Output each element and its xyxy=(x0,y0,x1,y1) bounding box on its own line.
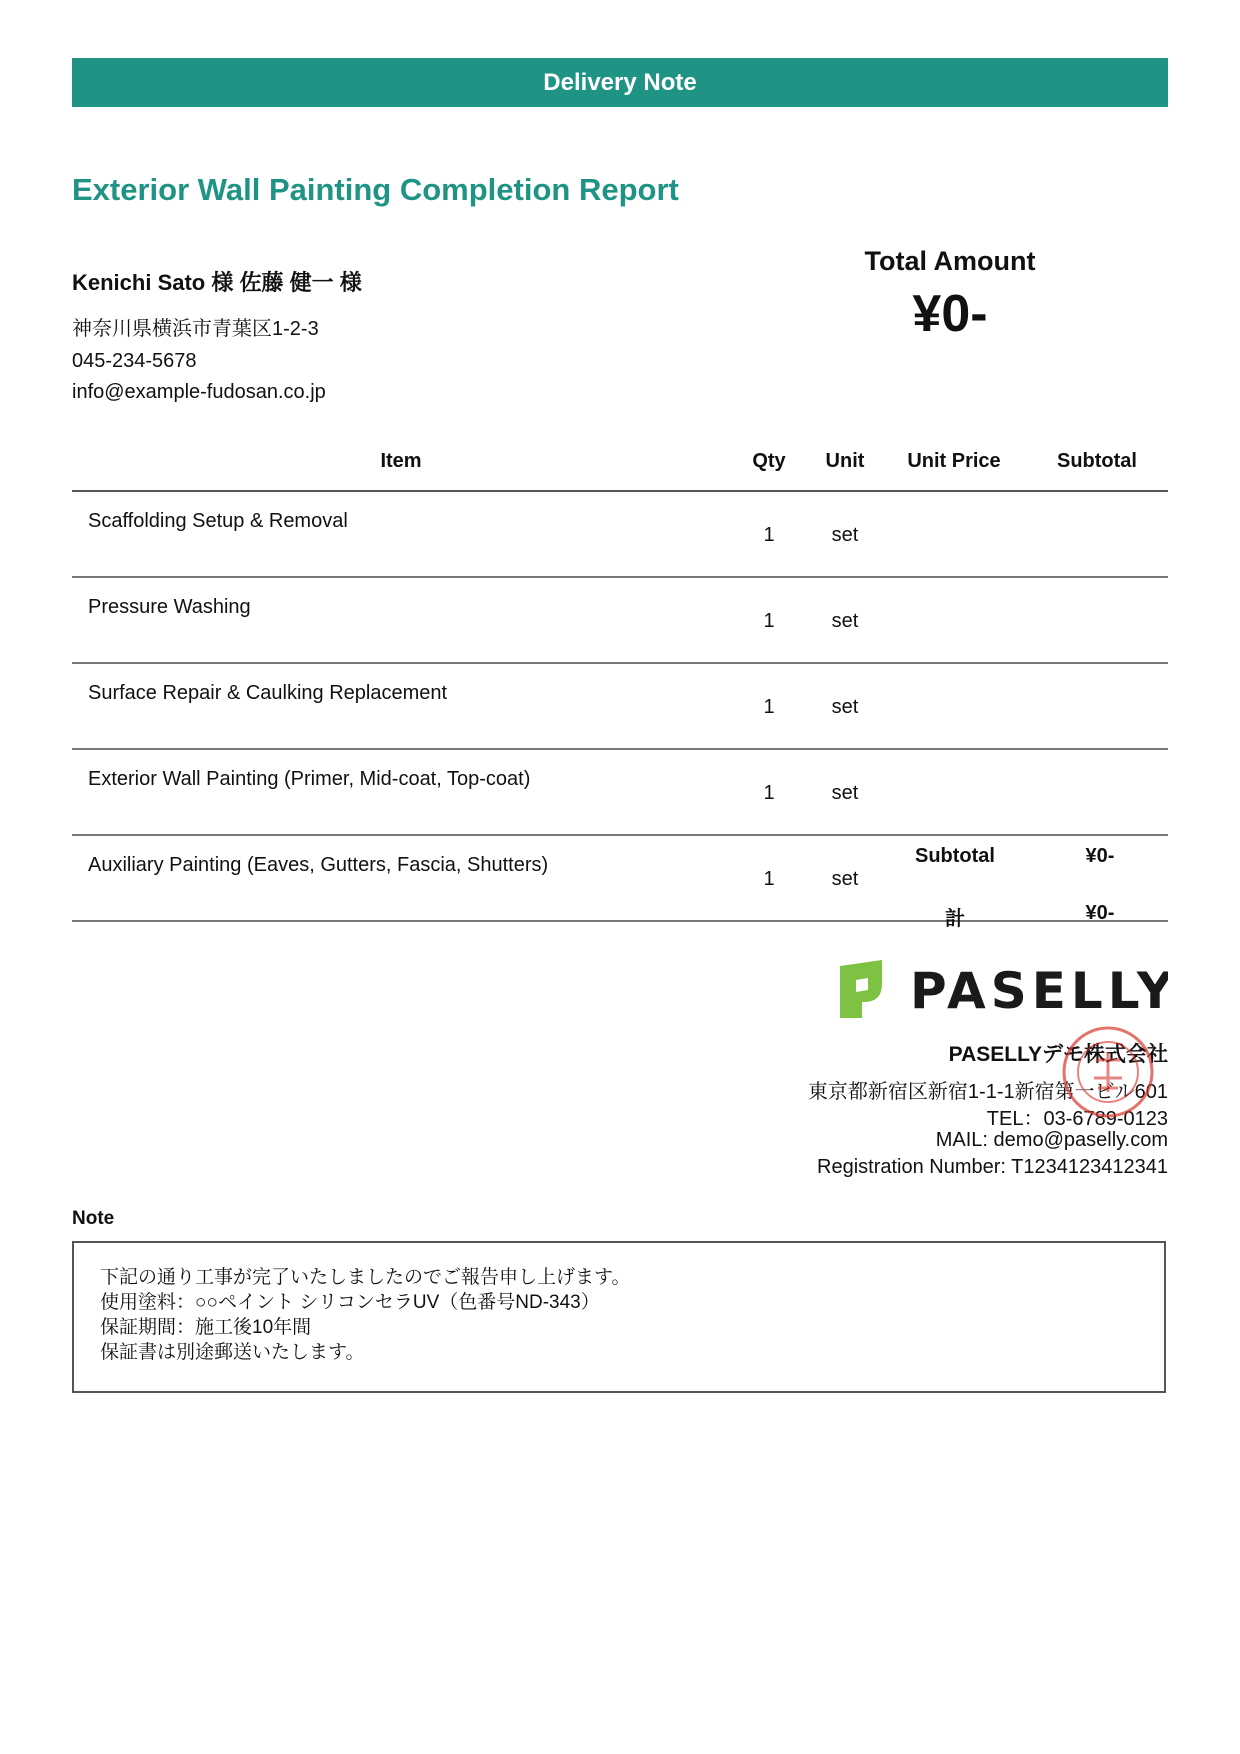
item-name: Surface Repair & Caulking Replacement xyxy=(72,663,730,749)
customer-address: 神奈川県横浜市青葉区1-2-3 xyxy=(72,318,319,340)
customer-name: Kenichi Sato 様 佐藤 健一 様 xyxy=(72,270,362,295)
item-unit-price xyxy=(882,663,1026,749)
note-line: 保証期間：施工後10年間 xyxy=(100,1317,312,1338)
paselly-leaf-logo-icon xyxy=(838,958,1168,1022)
company-name: PASELLYデモ株式会社 xyxy=(948,1043,1168,1066)
column-header-item: Item xyxy=(72,432,730,491)
logo-wordmark: PASELLY xyxy=(910,962,1168,1020)
company-tel: TEL：03-6789-0123 xyxy=(986,1108,1168,1130)
company-seal-stamp-icon xyxy=(1058,1022,1158,1122)
note-label: Note xyxy=(72,1208,115,1229)
table-row xyxy=(72,749,1168,835)
item-subtotal xyxy=(1026,663,1168,749)
table-row xyxy=(72,491,1168,577)
company-logo xyxy=(838,958,1168,1022)
item-unit: set xyxy=(808,835,882,921)
item-qty: 1 xyxy=(730,663,808,749)
document-type-banner: Delivery Note xyxy=(72,58,1168,107)
column-header-unit: Unit xyxy=(808,432,882,491)
note-box xyxy=(72,1241,1166,1393)
total-amount-value: ¥0- xyxy=(912,285,988,343)
item-unit: set xyxy=(808,749,882,835)
column-header-qty: Qty xyxy=(730,432,808,491)
item-name: Exterior Wall Painting (Primer, Mid-coat, Top-coat) xyxy=(72,749,730,835)
grand-total-value: ¥0- xyxy=(1085,902,1115,924)
item-qty: 1 xyxy=(730,491,808,577)
note-line: 保証書は別途郵送いたします。 xyxy=(100,1342,365,1363)
table-row xyxy=(72,577,1168,663)
item-name: Auxiliary Painting (Eaves, Gutters, Fascia, Shutters) xyxy=(72,835,730,921)
customer-phone: 045-234-5678 xyxy=(72,350,197,372)
item-qty: 1 xyxy=(730,749,808,835)
item-subtotal xyxy=(1026,749,1168,835)
item-subtotal xyxy=(1026,577,1168,663)
company-mail: MAIL: demo@paselly.com xyxy=(935,1129,1168,1151)
note-line: 下記の通り工事が完了いたしましたのでご報告申し上げます。 xyxy=(100,1267,631,1288)
customer-email: info@example-fudosan.co.jp xyxy=(72,381,326,403)
subtotal-label: Subtotal xyxy=(915,845,995,867)
document-title: Exterior Wall Painting Completion Report xyxy=(72,172,679,207)
column-header-subtotal: Subtotal xyxy=(1026,432,1168,491)
item-qty: 1 xyxy=(730,577,808,663)
item-name: Scaffolding Setup & Removal xyxy=(72,491,730,577)
item-unit: set xyxy=(808,577,882,663)
subtotal-value: ¥0- xyxy=(1085,845,1115,867)
total-amount-label: Total Amount xyxy=(864,246,1036,276)
company-address: 東京都新宿区新宿1-1-1新宿第一ビル601 xyxy=(807,1081,1168,1103)
item-qty: 1 xyxy=(730,835,808,921)
grand-total-label: 計 xyxy=(945,908,965,930)
table-row xyxy=(72,663,1168,749)
item-name: Pressure Washing xyxy=(72,577,730,663)
item-unit-price xyxy=(882,577,1026,663)
item-unit-price xyxy=(882,491,1026,577)
item-unit: set xyxy=(808,663,882,749)
company-registration: Registration Number: T1234123412341 xyxy=(817,1156,1168,1178)
item-unit-price xyxy=(882,749,1026,835)
note-line: 使用塗料：○○ペイント シリコンセラUV（色番号ND-343） xyxy=(100,1292,600,1313)
column-header-unit-price: Unit Price xyxy=(882,432,1026,491)
table-header-row xyxy=(72,432,1168,491)
item-unit: set xyxy=(808,491,882,577)
item-subtotal xyxy=(1026,491,1168,577)
